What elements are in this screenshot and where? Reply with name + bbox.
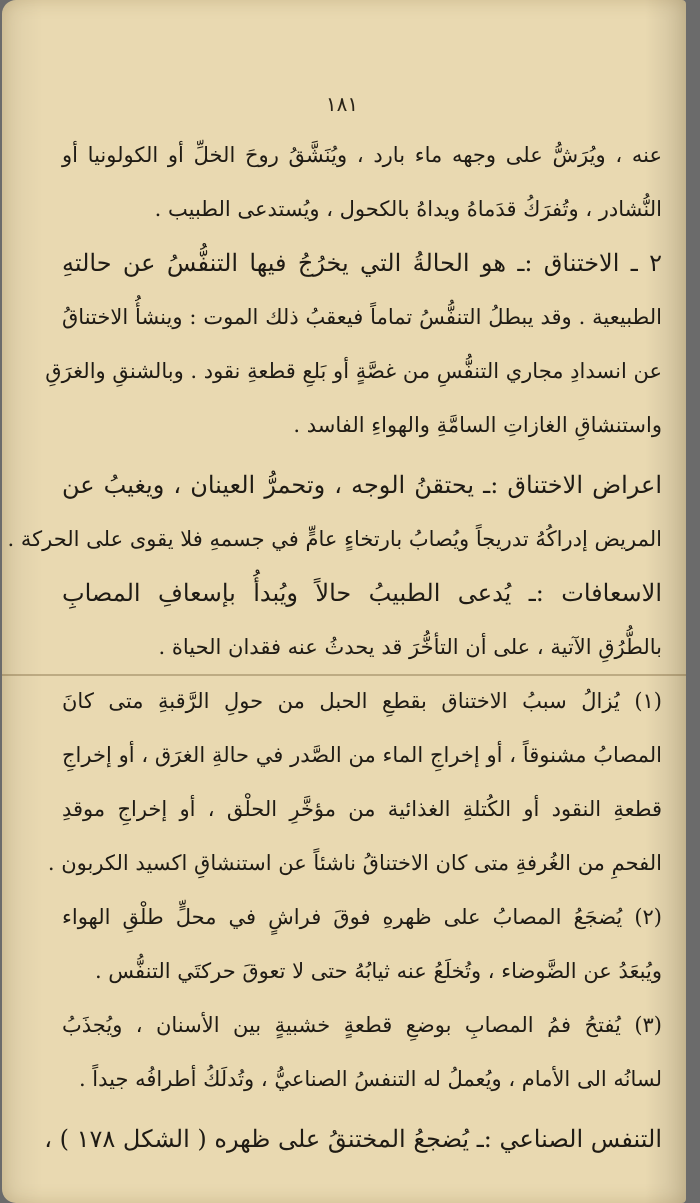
text-line: قطعةِ النقود أو الكُتلةِ الغذائية من مؤخَّرِ الحلْق ، أو إخراجِ موقدِ <box>62 797 662 821</box>
page-number: ١٨١ <box>325 92 359 116</box>
text-line: (٣) يُفتحُ فمُ المصابِ بوضعِ قطعةٍ خشبيةٍ بين الأسنان ، ويُجذَبُ <box>62 1013 662 1037</box>
page-body-text <box>7 128 663 1166</box>
text-line: المصابُ مشنوقاً ، أو إخراجِ الماء من الصَّدر في حالةِ الغرَق ، أو إخراجِ <box>62 743 662 767</box>
text-line: التنفس الصناعي :ـ يُضجعُ المختنقُ على ظهره ( الشكل ١٧٨ ) ، <box>44 1125 662 1153</box>
text-line: اعراض الاختناق :ـ يحتقنُ الوجه ، وتحمرُّ العينان ، ويغيبُ عن <box>62 471 662 499</box>
text-line: واستنشاقِ الغازاتِ السامَّةِ والهواءِ الفاسد . <box>293 413 662 437</box>
text-line: عنه ، ويُرَشُّ على وجهه ماء بارد ، ويُنَشَّقُ روحَ الخلِّ أو الكولونيا أو <box>62 143 662 167</box>
text-line: عن انسدادِ مجاري التنفُّسِ من غصَّةٍ أو بَلعِ قطعةِ نقود . وبالشنقِ والغرَقِ <box>45 359 662 383</box>
text-line: المريض إدراكُهُ تدريجاً ويُصابُ بارتخاءٍ عامٍّ في جسمهِ فلا يقوى على الحركة . <box>7 527 662 551</box>
text-line: ويُبعَدُ عن الضَّوضاء ، وتُخلَعُ عنه ثيابُهُ حتى لا تعوقَ حركتَي التنفُّس . <box>94 959 662 983</box>
text-line: الطبيعية . وقد يبطلُ التنفُّسُ تماماً فيعقبُ ذلك الموت : وينشأُ الاختناقُ <box>62 305 662 329</box>
text-line: ٢ ـ الاختناق :ـ هو الحالةُ التي يخرُجُ فيها التنفُّسُ عن حالتهِ <box>62 249 663 277</box>
text-line: الفحمِ من الغُرفةِ متى كان الاختناقُ ناشئاً عن استنشاقِ اكسيد الكربون . <box>47 851 662 875</box>
text-line: (١) يُزالُ سببُ الاختناق بقطعِ الحبل من حولِ الرَّقبةِ متى كانَ <box>62 689 662 713</box>
text-line: لسانُه الى الأمام ، ويُعملُ له التنفسُ الصناعيُّ ، وتُدلَكُ أطرافُه جيداً . <box>78 1067 662 1091</box>
text-line: الاسعافات :ـ يُدعى الطبيبُ حالاً ويُبدأُ بإسعافِ المصابِ <box>62 579 662 607</box>
text-line: بالطُّرُقِ الآتية ، على أن التأخُّرَ قد يحدثُ عنه فقدان الحياة . <box>158 635 662 659</box>
text-line: (٢) يُضجَعُ المصابُ على ظهرهِ فوقَ فراشٍ في محلٍّ طلْقِ الهواء <box>62 905 662 929</box>
text-line: النُّشادر ، وتُفرَكُ قدَماهُ ويداهُ بالكحول ، ويُستدعى الطبيب . <box>154 197 662 221</box>
